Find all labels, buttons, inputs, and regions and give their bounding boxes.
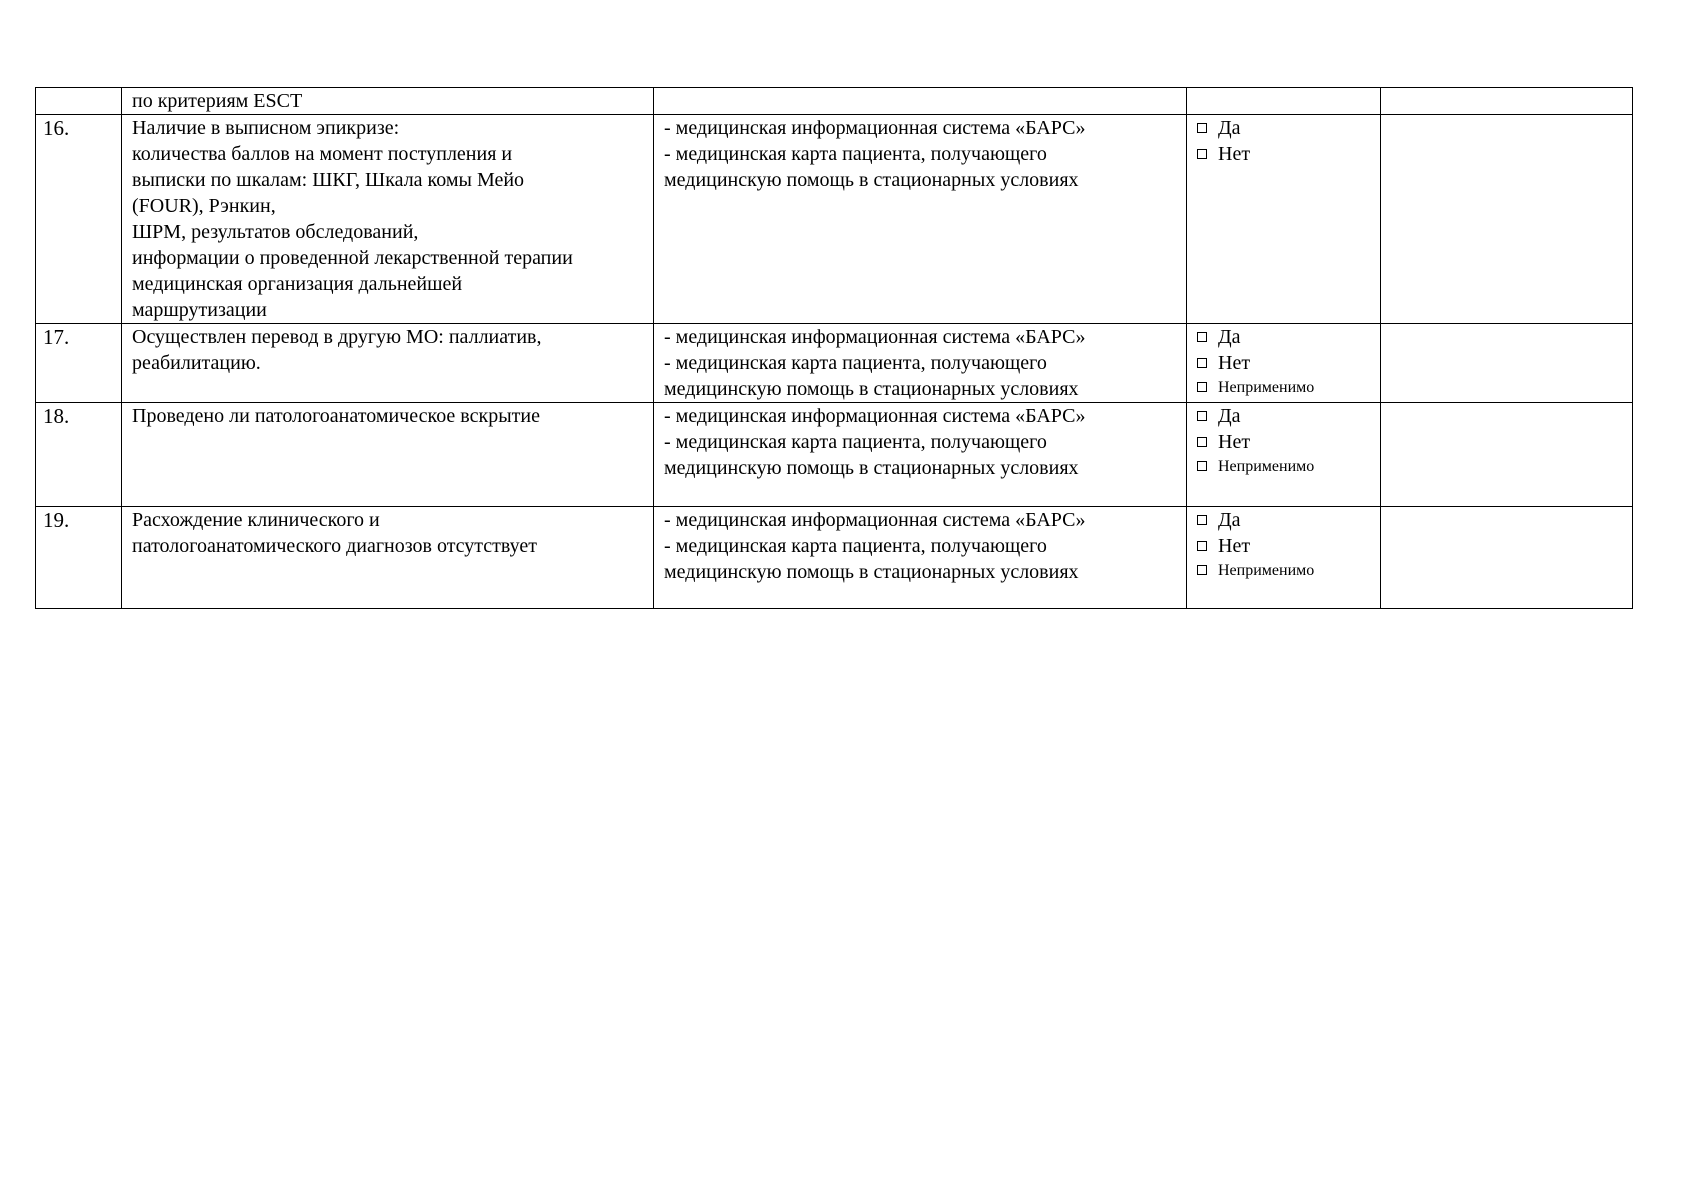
text-line: патологоанатомического диагнозов отсутствует [132, 535, 538, 557]
text-line: - медицинская информационная система «БАРС» [664, 117, 1086, 139]
answer-option-not-applicable[interactable] [1197, 455, 1380, 477]
answer-cell [1187, 403, 1381, 507]
text-line: Наличие в выписном эпикризе: [132, 117, 400, 139]
row-number: 19. [36, 507, 122, 609]
text-line: информации о проведенной лекарственной терапии [132, 247, 573, 269]
answer-option-no[interactable] [1197, 533, 1380, 559]
answer-label: Нет [1218, 352, 1251, 374]
criterion-text [132, 115, 653, 323]
source-cell [654, 324, 1187, 403]
text-line: реабилитацию. [132, 352, 261, 374]
answer-option-yes[interactable] [1197, 507, 1380, 533]
checkbox-icon[interactable] [1197, 461, 1207, 471]
answer-option-yes[interactable] [1197, 403, 1380, 429]
checkbox-icon[interactable] [1197, 149, 1207, 159]
table-row [36, 324, 1633, 403]
comment-cell [1381, 403, 1633, 507]
table-row [36, 403, 1633, 507]
checkbox-icon[interactable] [1197, 437, 1207, 447]
row-number: 17. [36, 324, 122, 403]
answer-option-no[interactable] [1197, 350, 1380, 376]
text-line: медицинскую помощь в стационарных условиях [664, 561, 1079, 583]
answer-option-yes[interactable] [1197, 324, 1380, 350]
answer-label: Неприменимо [1218, 562, 1315, 579]
comment-cell [1381, 115, 1633, 324]
criterion-cell [122, 507, 654, 609]
answer-cell [1187, 88, 1381, 115]
row-number [36, 88, 122, 115]
criterion-cell [122, 403, 654, 507]
text-line: (FOUR), Рэнкин, [132, 195, 276, 217]
text-line: Осуществлен перевод в другую МО: паллиатив, [132, 326, 542, 348]
answer-option-yes[interactable] [1197, 115, 1380, 141]
text-line: медицинская организация дальнейшей [132, 273, 463, 295]
criterion-text [132, 507, 653, 559]
checkbox-icon[interactable] [1197, 541, 1207, 551]
answer-cell [1187, 507, 1381, 609]
answer-label: Неприменимо [1218, 458, 1315, 475]
text-line: медицинскую помощь в стационарных условиях [664, 378, 1079, 400]
answer-label: Нет [1218, 143, 1251, 165]
text-line: - медицинская информационная система «БАРС» [664, 405, 1086, 427]
answer-label: Да [1218, 405, 1241, 427]
row-number: 16. [36, 115, 122, 324]
answer-cell [1187, 324, 1381, 403]
source-cell [654, 115, 1187, 324]
source-text [664, 115, 1186, 193]
answer-option-no[interactable] [1197, 429, 1380, 455]
text-line: медицинскую помощь в стационарных условиях [664, 169, 1079, 191]
answer-label: Нет [1218, 535, 1251, 557]
checklist-table [35, 87, 1633, 609]
text-line: по критериям ESCT [132, 90, 303, 112]
comment-cell [1381, 88, 1633, 115]
row-number: 18. [36, 403, 122, 507]
text-line: медицинскую помощь в стационарных условиях [664, 457, 1079, 479]
comment-cell [1381, 324, 1633, 403]
text-line: ШРМ, результатов обследований, [132, 221, 419, 243]
text-line: - медицинская информационная система «БАРС» [664, 509, 1086, 531]
checkbox-icon[interactable] [1197, 515, 1207, 525]
criterion-text [132, 403, 653, 429]
criterion-cell [122, 115, 654, 324]
source-text [664, 507, 1186, 585]
answer-label: Нет [1218, 431, 1251, 453]
text-line: - медицинская карта пациента, получающего [664, 431, 1047, 453]
criterion-cell [122, 88, 654, 115]
criterion-text [132, 324, 653, 376]
text-line: - медицинская карта пациента, получающего [664, 143, 1047, 165]
answer-label: Неприменимо [1218, 379, 1315, 396]
answer-cell [1187, 115, 1381, 324]
source-cell [654, 507, 1187, 609]
answer-option-not-applicable[interactable] [1197, 376, 1380, 398]
checkbox-icon[interactable] [1197, 332, 1207, 342]
answer-option-no[interactable] [1197, 141, 1380, 167]
source-text [664, 324, 1186, 402]
text-line: - медицинская информационная система «БАРС» [664, 326, 1086, 348]
source-text [664, 403, 1186, 481]
checkbox-icon[interactable] [1197, 123, 1207, 133]
checkbox-icon[interactable] [1197, 358, 1207, 368]
criterion-cell [122, 324, 654, 403]
text-line: Расхождение клинического и [132, 509, 380, 531]
table-row [36, 507, 1633, 609]
criterion-text [132, 88, 653, 114]
text-line: выписки по шкалам: ШКГ, Шкала комы Мейо [132, 169, 525, 191]
checkbox-icon[interactable] [1197, 411, 1207, 421]
table-row [36, 88, 1633, 115]
text-line: количества баллов на момент поступления и [132, 143, 513, 165]
text-line: - медицинская карта пациента, получающего [664, 352, 1047, 374]
answer-label: Да [1218, 326, 1241, 348]
text-line: маршрутизации [132, 299, 267, 321]
checkbox-icon[interactable] [1197, 565, 1207, 575]
comment-cell [1381, 507, 1633, 609]
checkbox-icon[interactable] [1197, 382, 1207, 392]
table-row [36, 115, 1633, 324]
answer-option-not-applicable[interactable] [1197, 559, 1380, 581]
answer-label: Да [1218, 117, 1241, 139]
text-line: - медицинская карта пациента, получающего [664, 535, 1047, 557]
answer-label: Да [1218, 509, 1241, 531]
source-cell [654, 88, 1187, 115]
text-line: Проведено ли патологоанатомическое вскрытие [132, 405, 540, 427]
source-cell [654, 403, 1187, 507]
